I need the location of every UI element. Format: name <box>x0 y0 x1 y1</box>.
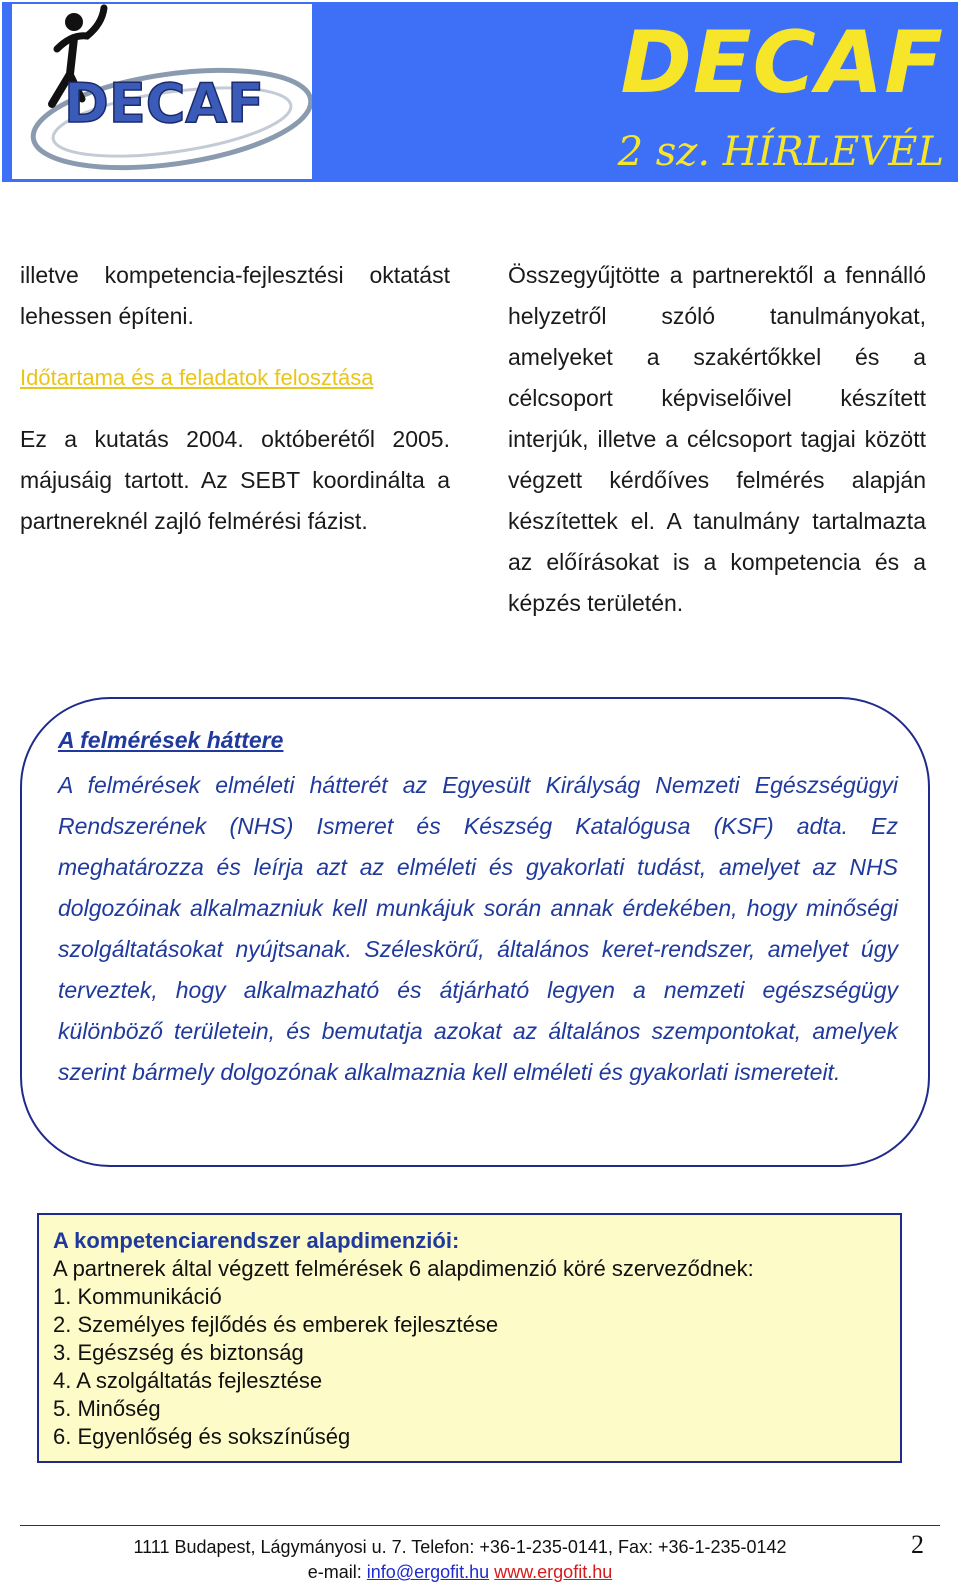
page-number: 2 <box>911 1530 924 1559</box>
dimension-item: 5. Minőség <box>53 1396 161 1421</box>
background-box-body: A felmérések elméleti hátterét az Egyesült Királyság Nemzeti Egészségügyi Rendszerének (NHS) Ismeret és Készség Katalógusa (KSF) adta. Ez meghatározza és leírja azt az elméleti és gyakorlati tudást, amelyet az NHS dolgozóinak alkalmazniuk kell munkájuk során annak érdekében, hogy minőségi szolgáltatásokat nyújtsanak. Széleskörű, általános keret-rendszer, amelyet úgy terveztek, hogy alkalmazható és átjárható legyen a nemzeti egészségügy különböző területein, és bemutatja azokat az általános szempontokat, amelyek szerint bármely dolgozónak alkalmaznia kell elméleti és gyakorlati ismereteit. <box>58 772 898 1085</box>
right-column <box>508 255 926 624</box>
section-title-duration: Időtartama és a feladatok felosztása <box>20 365 374 390</box>
logo-graphic <box>12 4 312 179</box>
footer-address: 1111 Budapest, Lágymányosi u. 7. Telefon: +36-1-235-0141, Fax: +36-1-235-0142 <box>133 1537 787 1557</box>
dimensions-list <box>53 1283 886 1451</box>
website-link[interactable]: www.ergofit.hu <box>494 1562 613 1582</box>
issue-label: 2 sz. HÍRLEVÉL <box>617 129 944 175</box>
dimension-item: 1. Kommunikáció <box>53 1284 222 1309</box>
dimension-item: 3. Egészség és biztonság <box>53 1340 304 1365</box>
left-intro-text: illetve kompetencia-fejlesztési oktatást lehessen építeni. <box>20 262 450 329</box>
logo-text: DECAF <box>64 72 265 135</box>
logo <box>12 4 312 179</box>
dimension-item: 4. A szolgáltatás fejlesztése <box>53 1368 323 1393</box>
dimension-item: 2. Személyes fejlődés és emberek fejlesztése <box>53 1312 499 1337</box>
header-banner <box>2 2 958 182</box>
brand-title: DECAF <box>620 13 944 113</box>
footer-contact <box>0 1562 920 1583</box>
footer-divider <box>20 1525 940 1526</box>
email-label: e-mail: <box>307 1562 362 1582</box>
dimension-item: 6. Egyenlőség és sokszínűség <box>53 1424 351 1449</box>
left-column <box>20 255 450 542</box>
dimensions-intro: A partnerek által végzett felmérések 6 alapdimenzió köré szerveződnek: <box>53 1256 754 1281</box>
left-body-text: Ez a kutatás 2004. októberétől 2005. májusáig tartott. Az SEBT koordinálta a partnereknél zajló felmérési fázist. <box>20 426 450 534</box>
right-body-text: Összegyűjtötte a partnerektől a fennálló helyzetről szóló tanulmányokat, amelyeket a szakértőkkel és a célcsoport képviselőivel készített interjúk, illetve a célcsoport tagjai között végzett kérdőíves felmérés alapján készítettek el. A tanulmány tartalmazta az előírásokat is a kompetencia és a képzés területén. <box>508 262 926 616</box>
dimensions-title: A kompetenciarendszer alapdimenziói: <box>53 1228 460 1253</box>
dimensions-box <box>37 1213 902 1463</box>
email-link[interactable]: info@ergofit.hu <box>366 1562 490 1582</box>
background-box-title: A felmérések háttere <box>58 727 284 753</box>
